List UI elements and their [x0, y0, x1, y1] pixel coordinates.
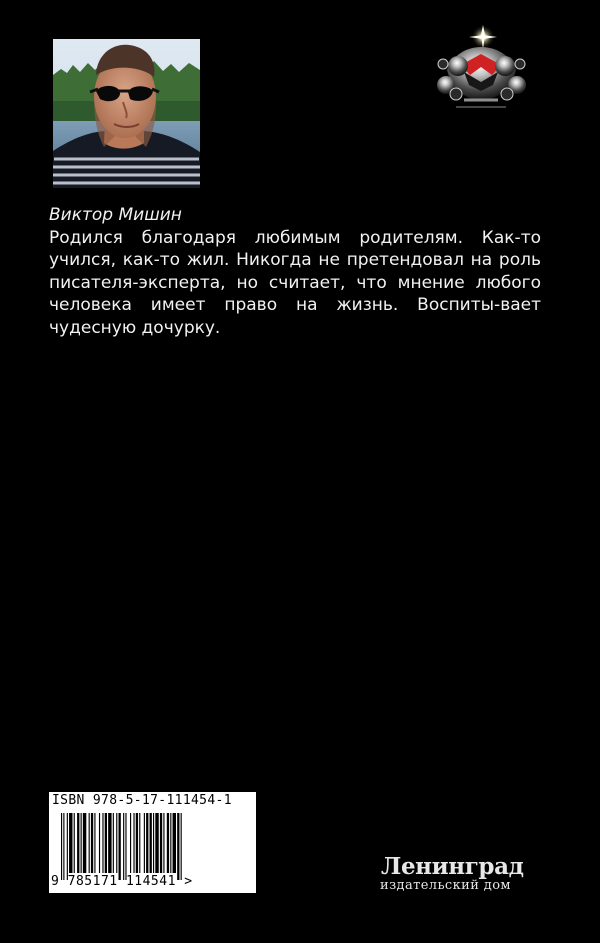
- barcode-graphic: [61, 813, 242, 880]
- barcode-bar: [108, 813, 111, 873]
- series-emblem-icon: [431, 25, 531, 119]
- barcode-bar: [94, 813, 95, 873]
- barcode-bar: [160, 813, 162, 873]
- barcode-bar: [153, 813, 154, 873]
- barcode-bar: [102, 813, 103, 873]
- barcode-bar: [163, 813, 164, 873]
- isbn-barcode: [49, 792, 256, 893]
- barcode-bar: [123, 813, 124, 880]
- barcode-bar: [77, 813, 79, 873]
- barcode-bar: [69, 813, 72, 873]
- author-bio: Родился благодаря любимым родителям. Как-то учился, как-то жил. Никогда не претендовал на роль писателя-эксперта, но считает, что мнение любого человека имеет право на жизнь. Воспиты-вает чудесную дочурку.: [49, 227, 541, 338]
- barcode-bar: [67, 813, 68, 880]
- series-logo: [431, 25, 531, 119]
- isbn-number: ISBN 978-5-17-111454-1: [52, 793, 232, 808]
- author-info: [49, 204, 541, 339]
- barcode-bar: [83, 813, 86, 873]
- barcode-bar: [91, 813, 93, 873]
- barcode-bars: [61, 813, 242, 880]
- barcode-digits: 9 785171 114541 >: [51, 874, 193, 889]
- barcode-bar: [125, 813, 126, 880]
- barcode-bar: [173, 813, 176, 873]
- barcode-bar: [130, 813, 131, 873]
- barcode-bar: [116, 813, 117, 873]
- barcode-bar: [105, 813, 107, 873]
- barcode-bar: [133, 813, 134, 873]
- barcode-bar: [61, 813, 62, 880]
- barcode-bar: [177, 813, 179, 880]
- publisher-logo: [380, 855, 530, 897]
- barcode-bar: [150, 813, 152, 873]
- barcode-bar: [89, 813, 90, 873]
- barcode-bar: [113, 813, 114, 873]
- author-name: Виктор Мишин: [49, 205, 182, 225]
- barcode-bar: [181, 813, 182, 880]
- author-photo-image: [53, 39, 200, 188]
- author-photo: [53, 39, 200, 188]
- barcode-bar: [146, 813, 148, 873]
- barcode-bar: [63, 813, 64, 880]
- barcode-bar: [74, 813, 75, 873]
- barcode-bar: [99, 813, 100, 873]
- publisher-subtitle: издательский дом: [380, 878, 511, 893]
- publisher-name: Ленинград: [381, 853, 524, 880]
- barcode-bar: [136, 813, 138, 873]
- barcode-bar: [155, 813, 158, 873]
- barcode-bar: [170, 813, 171, 873]
- barcode-bar: [119, 813, 121, 880]
- barcode-bar: [167, 813, 169, 873]
- barcode-bar: [139, 813, 140, 873]
- barcode-bar: [81, 813, 82, 873]
- barcode-bar: [144, 813, 145, 873]
